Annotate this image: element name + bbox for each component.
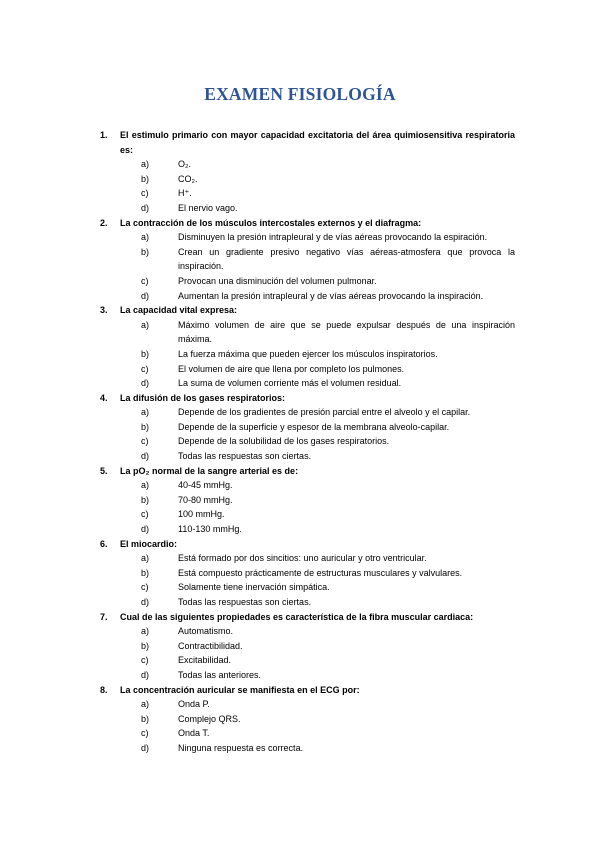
answer-option (100, 347, 515, 362)
question-item (100, 464, 515, 537)
answer-options (100, 624, 515, 682)
answer-option (100, 639, 515, 654)
question-item (100, 683, 515, 756)
question-number: 6. (100, 538, 108, 549)
option-text: Contractibilidad. (178, 640, 243, 651)
option-text: Depende de los gradientes de presión parcial entre el alveolo y el capilar. (178, 407, 471, 418)
option-letter: d) (141, 451, 150, 462)
question-item (100, 216, 515, 304)
option-letter: d) (141, 742, 150, 753)
option-letter: a) (141, 480, 150, 491)
option-text: CO₂. (178, 173, 198, 184)
option-text: Está formado por dos sincitios: uno auricular y otro ventricular. (178, 553, 427, 564)
question-header (100, 391, 515, 406)
answer-option (100, 172, 515, 187)
option-text: Aumentan la presión intrapleural y de vías aéreas provocando la inspiración. (178, 290, 484, 301)
question-text: La pO₂ normal de la sangre arterial es de: (120, 465, 299, 476)
option-letter: c) (141, 188, 149, 199)
answer-options (100, 157, 515, 215)
question-number: 5. (100, 465, 108, 476)
answer-option (100, 230, 515, 245)
question-item (100, 537, 515, 610)
question-text: La contracción de los músculos intercostales externos y el diafragma: (120, 217, 422, 228)
answer-option (100, 522, 515, 537)
option-letter: a) (141, 319, 150, 330)
option-text: 70-80 mmHg. (178, 494, 233, 505)
answer-option (100, 595, 515, 610)
option-text: El nervio vago. (178, 202, 238, 213)
option-letter: b) (141, 348, 150, 359)
option-text: 40-45 mmHg. (178, 480, 233, 491)
option-text: 100 mmHg. (178, 509, 225, 520)
option-text: La fuerza máxima que pueden ejercer los músculos inspiratorios. (178, 348, 438, 359)
answer-options (100, 697, 515, 755)
option-letter: d) (141, 202, 150, 213)
answer-option (100, 274, 515, 289)
answer-option (100, 653, 515, 668)
option-letter: c) (141, 436, 149, 447)
question-item (100, 128, 515, 216)
option-text: Excitabilidad. (178, 655, 232, 666)
option-letter: a) (141, 407, 150, 418)
answer-option (100, 697, 515, 712)
answer-option (100, 624, 515, 639)
option-letter: c) (141, 363, 149, 374)
option-text: Está compuesto prácticamente de estructuras musculares y valvulares. (178, 567, 463, 578)
option-letter: d) (141, 669, 150, 680)
option-letter: a) (141, 232, 150, 243)
question-header (100, 464, 515, 479)
option-letter: b) (141, 713, 150, 724)
answer-option (100, 186, 515, 201)
answer-option (100, 478, 515, 493)
question-text: La difusión de los gases respiratorios: (120, 392, 286, 403)
option-letter: a) (141, 626, 150, 637)
option-text: La suma de volumen corriente más el volumen residual. (178, 378, 402, 389)
answer-option (100, 551, 515, 566)
option-text: El volumen de aire que llena por completo los pulmones. (178, 363, 405, 374)
option-letter: c) (141, 582, 149, 593)
option-text: Todas las respuestas son ciertas. (178, 451, 312, 462)
option-text: Onda T. (178, 728, 210, 739)
question-text: El estimulo primario con mayor capacidad excitatoria del área quimiosensitiva respiratoria es: (120, 130, 515, 155)
question-text: La capacidad vital expresa: (120, 305, 238, 316)
option-text: 110-130 mmHg. (178, 524, 242, 535)
answer-option (100, 726, 515, 741)
question-header (100, 216, 515, 231)
answer-options (100, 478, 515, 536)
option-letter: c) (141, 509, 149, 520)
answer-option (100, 376, 515, 391)
option-letter: a) (141, 553, 150, 564)
question-text: El miocardio: (120, 538, 178, 549)
question-text: La concentración auricular se manifiesta en el ECG por: (120, 684, 360, 695)
question-header (100, 128, 515, 157)
option-text: Onda P. (178, 699, 210, 710)
answer-option (100, 289, 515, 304)
answer-options (100, 405, 515, 463)
question-number: 2. (100, 217, 108, 228)
answer-option (100, 318, 515, 347)
option-letter: b) (141, 173, 150, 184)
answer-option (100, 493, 515, 508)
question-text: Cual de las siguientes propiedades es característica de la fibra muscular cardiaca: (120, 611, 474, 622)
option-text: Depende de la superficie y espesor de la membrana alveolo-capilar. (178, 421, 450, 432)
option-letter: d) (141, 524, 150, 535)
question-header (100, 537, 515, 552)
answer-option (100, 362, 515, 377)
answer-option (100, 420, 515, 435)
answer-option (100, 157, 515, 172)
option-letter: a) (141, 699, 150, 710)
page-title: EXAMEN FISIOLOGÍA (204, 84, 396, 104)
option-text: Ninguna respuesta es correcta. (178, 742, 304, 753)
option-letter: c) (141, 728, 149, 739)
question-item (100, 610, 515, 683)
question-number: 8. (100, 684, 108, 695)
answer-option (100, 712, 515, 727)
option-text: Todas las anteriores. (178, 669, 262, 680)
answer-option (100, 201, 515, 216)
question-header (100, 303, 515, 318)
question-header (100, 683, 515, 698)
answer-option (100, 434, 515, 449)
option-text: Automatismo. (178, 626, 234, 637)
question-number: 3. (100, 305, 108, 316)
option-letter: b) (141, 246, 150, 257)
option-letter: d) (141, 290, 150, 301)
answer-options (100, 318, 515, 391)
option-letter: a) (141, 159, 150, 170)
option-letter: b) (141, 640, 150, 651)
option-text: Solamente tiene inervación simpática. (178, 582, 330, 593)
option-text: Depende de la solubilidad de los gases respiratorios. (178, 436, 390, 447)
answer-option (100, 449, 515, 464)
option-letter: b) (141, 421, 150, 432)
question-item (100, 303, 515, 391)
answer-option (100, 507, 515, 522)
answer-options (100, 230, 515, 303)
question-header (100, 610, 515, 625)
answer-option (100, 245, 515, 274)
question-number: 7. (100, 611, 108, 622)
option-letter: c) (141, 655, 149, 666)
option-text: H⁺. (178, 188, 192, 199)
option-letter: d) (141, 597, 150, 607)
answer-option (100, 566, 515, 581)
option-text: Todas las respuestas son ciertas. (178, 597, 312, 607)
option-text: Provocan una disminución del volumen pulmonar. (178, 275, 377, 286)
option-text: O₂. (178, 159, 191, 170)
answer-options (100, 551, 515, 609)
option-text: Disminuyen la presión intrapleural y de vías aéreas provocando la espiración. (178, 232, 488, 243)
answer-option (100, 580, 515, 595)
question-number: 1. (100, 130, 108, 140)
option-letter: c) (141, 275, 149, 286)
answer-option (100, 741, 515, 756)
option-letter: b) (141, 567, 150, 578)
question-item (100, 391, 515, 464)
answer-option (100, 668, 515, 683)
answer-option (100, 405, 515, 420)
option-letter: b) (141, 494, 150, 505)
option-text: Máximo volumen de aire que se puede expulsar después de una inspiración máxima. (178, 319, 515, 345)
option-letter: d) (141, 378, 150, 389)
question-list (100, 128, 515, 756)
option-text: Complejo QRS. (178, 713, 241, 724)
question-number: 4. (100, 392, 108, 403)
option-text: Crean un gradiente presivo negativo vías aéreas-atmosfera que provoca la inspiración. (178, 246, 515, 272)
